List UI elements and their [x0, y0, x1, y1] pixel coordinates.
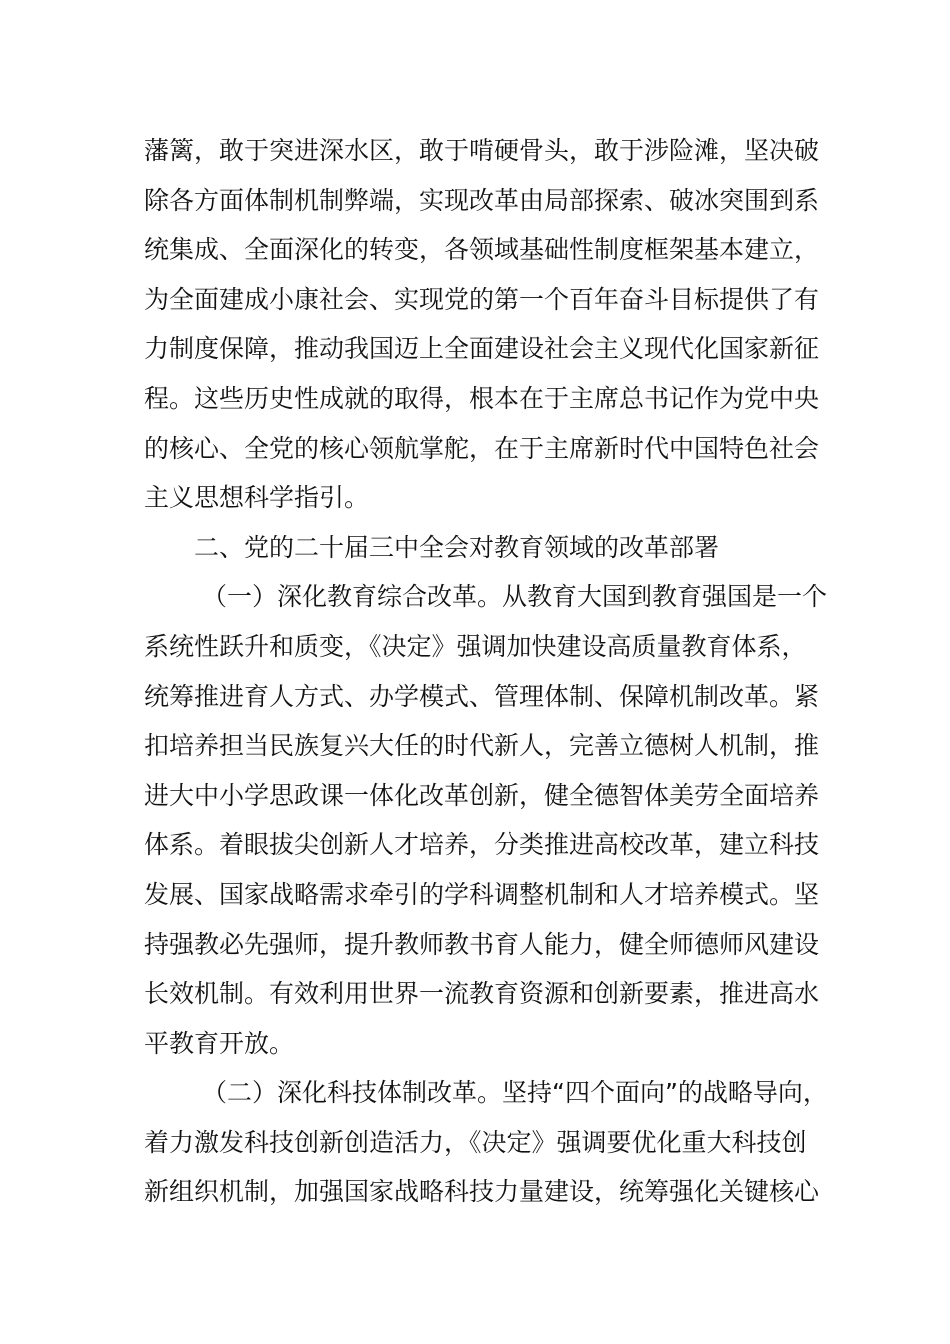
subsection-heading-line: （二）深化科技体制改革。坚持“四个面向”的战略导向，: [202, 1078, 828, 1108]
text-line: 主义思想科学指引。: [144, 483, 370, 513]
text-line: 长效机制。有效利用世界一流教育资源和创新要素，推进高水: [144, 979, 820, 1009]
text-line: 藩篱，敢于突进深水区，敢于啃硬骨头，敢于涉险滩，坚决破: [144, 136, 820, 165]
text-line: 持强教必先强师，提升教师教书育人能力，健全师德师风建设: [144, 929, 820, 959]
text-line: 发展、国家战略需求牵引的学科调整机制和人才培养模式。坚: [144, 879, 820, 909]
text-line: 力制度保障，推动我国迈上全面建设社会主义现代化国家新征: [144, 334, 820, 364]
text-line: 体系。着眼拔尖创新人才培养，分类推进高校改革，建立科技: [144, 830, 820, 860]
text-line: 除各方面体制机制弊端，实现改革由局部探索、破冰突围到系: [144, 185, 820, 215]
text-line: 为全面建成小康社会、实现党的第一个百年奋斗目标提供了有: [144, 284, 820, 314]
text-line: 统筹推进育人方式、办学模式、管理体制、保障机制改革。紧: [144, 681, 820, 711]
text-line: 进大中小学思政课一体化改革创新，健全德智体美劳全面培养: [144, 780, 820, 810]
text-line: 系统性跃升和质变，《决定》强调加快建设高质量教育体系，: [144, 631, 807, 661]
text-line: 平教育开放。: [144, 1028, 295, 1058]
text-line: 的核心、全党的核心领航掌舵，在于主席新时代中国特色社会: [144, 433, 820, 463]
subsection-heading-line: （一）深化教育综合改革。从教育大国到教育强国是一个: [202, 582, 828, 612]
text-line: 新组织机制，加强国家战略科技力量建设，统筹强化关键核心: [144, 1177, 820, 1207]
text-line: 着力激发科技创新创造活力，《决定》强调要优化重大科技创: [144, 1127, 807, 1157]
text-line: 扣培养担当民族复兴大任的时代新人，完善立德树人机制，推: [144, 731, 820, 761]
document-body: [144, 126, 828, 1217]
text-line: 程。这些历史性成就的取得，根本在于主席总书记作为党中央: [144, 383, 820, 413]
text-line: 统集成、全面深化的转变，各领域基础性制度框架基本建立，: [144, 235, 820, 265]
section-heading: 二、党的二十届三中全会对教育领域的改革部署: [194, 532, 720, 562]
